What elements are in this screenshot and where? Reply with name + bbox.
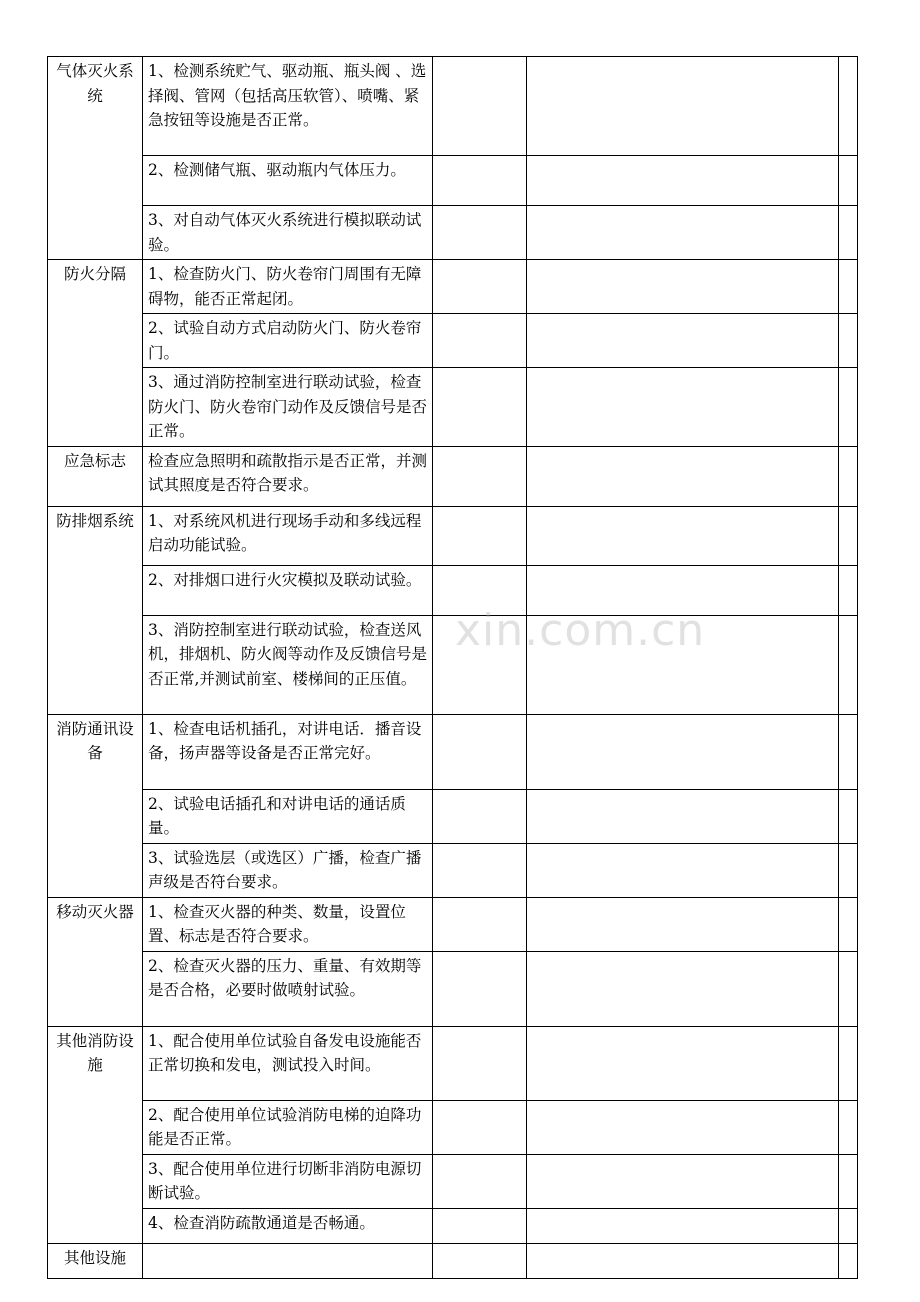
notes-cell[interactable]	[527, 1100, 839, 1154]
notes-cell[interactable]	[527, 368, 839, 447]
inspection-item-cell: 2、对排烟口进行火灾模拟及联动试验。	[143, 565, 433, 615]
extra-cell[interactable]	[839, 1208, 858, 1243]
notes-cell[interactable]	[527, 1243, 839, 1278]
table-row	[48, 1208, 858, 1243]
result-cell[interactable]	[433, 1100, 527, 1154]
notes-cell[interactable]	[527, 206, 839, 260]
extra-cell[interactable]	[839, 951, 858, 1026]
result-cell[interactable]	[433, 206, 527, 260]
notes-cell[interactable]	[527, 314, 839, 368]
result-cell[interactable]	[433, 565, 527, 615]
notes-cell[interactable]	[527, 57, 839, 156]
result-cell[interactable]	[433, 156, 527, 206]
notes-cell[interactable]	[527, 260, 839, 314]
result-cell[interactable]	[433, 368, 527, 447]
extra-cell[interactable]	[839, 843, 858, 897]
notes-cell[interactable]	[527, 1208, 839, 1243]
result-cell[interactable]	[433, 260, 527, 314]
inspection-item-cell: 3、通过消防控制室进行联动试验，检查防火门、防火卷帘门动作及反馈信号是否正常。	[143, 368, 433, 447]
category-cell: 气体灭火系统	[48, 57, 143, 260]
notes-cell[interactable]	[527, 789, 839, 843]
inspection-item-cell: 3、对自动气体灭火系统进行模拟联动试验。	[143, 206, 433, 260]
table-row	[48, 714, 858, 789]
result-cell[interactable]	[433, 314, 527, 368]
table-row	[48, 1243, 858, 1278]
inspection-item-cell: 2、检测储气瓶、驱动瓶内气体压力。	[143, 156, 433, 206]
inspection-table	[47, 56, 858, 1279]
result-cell[interactable]	[433, 897, 527, 951]
table-row	[48, 789, 858, 843]
watermark: xin.com.cn	[455, 605, 706, 656]
category-cell: 应急标志	[48, 446, 143, 506]
table-row	[48, 57, 858, 156]
notes-cell[interactable]	[527, 446, 839, 506]
table-row	[48, 1026, 858, 1100]
table-row	[48, 314, 858, 368]
inspection-table-body	[48, 57, 858, 1279]
notes-cell[interactable]	[527, 843, 839, 897]
inspection-item-cell: 1、检查电话机插孔，对讲电话．播音设备，扬声器等设备是否正常完好。	[143, 714, 433, 789]
inspection-item-cell: 1、配合使用单位试验自备发电设施能否正常切换和发电，测试投入时间。	[143, 1026, 433, 1100]
extra-cell[interactable]	[839, 446, 858, 506]
category-cell: 消防通讯设备	[48, 714, 143, 897]
extra-cell[interactable]	[839, 314, 858, 368]
inspection-item-cell: 1、检查灭火器的种类、数量，设置位置、标志是否符合要求。	[143, 897, 433, 951]
result-cell[interactable]	[433, 951, 527, 1026]
inspection-item-cell: 4、检查消防疏散通道是否畅通。	[143, 1208, 433, 1243]
notes-cell[interactable]	[527, 565, 839, 615]
notes-cell[interactable]	[527, 951, 839, 1026]
notes-cell[interactable]	[527, 506, 839, 565]
inspection-item-cell: 3、消防控制室进行联动试验，检查送风机，排烟机、防火阀等动作及反馈信号是否正常,并测试前室、楼梯间的正压值。	[143, 615, 433, 714]
extra-cell[interactable]	[839, 206, 858, 260]
result-cell[interactable]	[433, 57, 527, 156]
inspection-item-cell: 检查应急照明和疏散指示是否正常，并测试其照度是否符合要求。	[143, 446, 433, 506]
extra-cell[interactable]	[839, 1154, 858, 1208]
result-cell[interactable]	[433, 714, 527, 789]
category-cell: 其他设施	[48, 1243, 143, 1278]
result-cell[interactable]	[433, 506, 527, 565]
extra-cell[interactable]	[839, 1243, 858, 1278]
table-row	[48, 1154, 858, 1208]
inspection-item-cell: 2、试验自动方式启动防火门、防火卷帘门。	[143, 314, 433, 368]
category-cell: 其他消防设施	[48, 1026, 143, 1243]
extra-cell[interactable]	[839, 789, 858, 843]
extra-cell[interactable]	[839, 506, 858, 565]
result-cell[interactable]	[433, 1243, 527, 1278]
extra-cell[interactable]	[839, 714, 858, 789]
result-cell[interactable]	[433, 446, 527, 506]
result-cell[interactable]	[433, 843, 527, 897]
inspection-item-cell: 2、试验电话插孔和对讲电话的通话质量。	[143, 789, 433, 843]
result-cell[interactable]	[433, 1026, 527, 1100]
extra-cell[interactable]	[839, 156, 858, 206]
category-cell: 防排烟系统	[48, 506, 143, 714]
table-row	[48, 897, 858, 951]
inspection-item-cell: 1、对系统风机进行现场手动和多线远程启动功能试验。	[143, 506, 433, 565]
table-row	[48, 156, 858, 206]
table-row	[48, 1100, 858, 1154]
extra-cell[interactable]	[839, 1026, 858, 1100]
extra-cell[interactable]	[839, 897, 858, 951]
notes-cell[interactable]	[527, 1154, 839, 1208]
table-row	[48, 260, 858, 314]
extra-cell[interactable]	[839, 57, 858, 156]
inspection-item-cell: 3、配合使用单位进行切断非消防电源切断试验。	[143, 1154, 433, 1208]
notes-cell[interactable]	[527, 897, 839, 951]
result-cell[interactable]	[433, 789, 527, 843]
table-row	[48, 565, 858, 615]
notes-cell[interactable]	[527, 1026, 839, 1100]
table-row	[48, 615, 858, 714]
extra-cell[interactable]	[839, 368, 858, 447]
extra-cell[interactable]	[839, 260, 858, 314]
result-cell[interactable]	[433, 1154, 527, 1208]
notes-cell[interactable]	[527, 615, 839, 714]
table-row	[48, 506, 858, 565]
extra-cell[interactable]	[839, 1100, 858, 1154]
table-row	[48, 368, 858, 447]
table-row	[48, 843, 858, 897]
result-cell[interactable]	[433, 1208, 527, 1243]
inspection-item-cell	[143, 1243, 433, 1278]
result-cell[interactable]	[433, 615, 527, 714]
inspection-item-cell: 2、配合使用单位试验消防电梯的迫降功能是否正常。	[143, 1100, 433, 1154]
table-row	[48, 951, 858, 1026]
notes-cell[interactable]	[527, 156, 839, 206]
notes-cell[interactable]	[527, 714, 839, 789]
table-row	[48, 446, 858, 506]
inspection-item-cell: 3、试验选层（或选区）广播，检查广播声级是否符台要求。	[143, 843, 433, 897]
inspection-item-cell: 2、检查灭火器的压力、重量、有效期等是否合格，必要时做喷射试验。	[143, 951, 433, 1026]
category-cell: 移动灭火器	[48, 897, 143, 1026]
extra-cell[interactable]	[839, 565, 858, 615]
inspection-item-cell: 1、检查防火门、防火卷帘门周围有无障碍物，能否正常起闭。	[143, 260, 433, 314]
category-cell: 防火分隔	[48, 260, 143, 447]
table-row	[48, 206, 858, 260]
inspection-item-cell: 1、检测系统贮气、驱动瓶、瓶头阀 、选择阀、管网（包括高压软管）、喷嘴、紧急按钮等设施是否正常。	[143, 57, 433, 156]
extra-cell[interactable]	[839, 615, 858, 714]
